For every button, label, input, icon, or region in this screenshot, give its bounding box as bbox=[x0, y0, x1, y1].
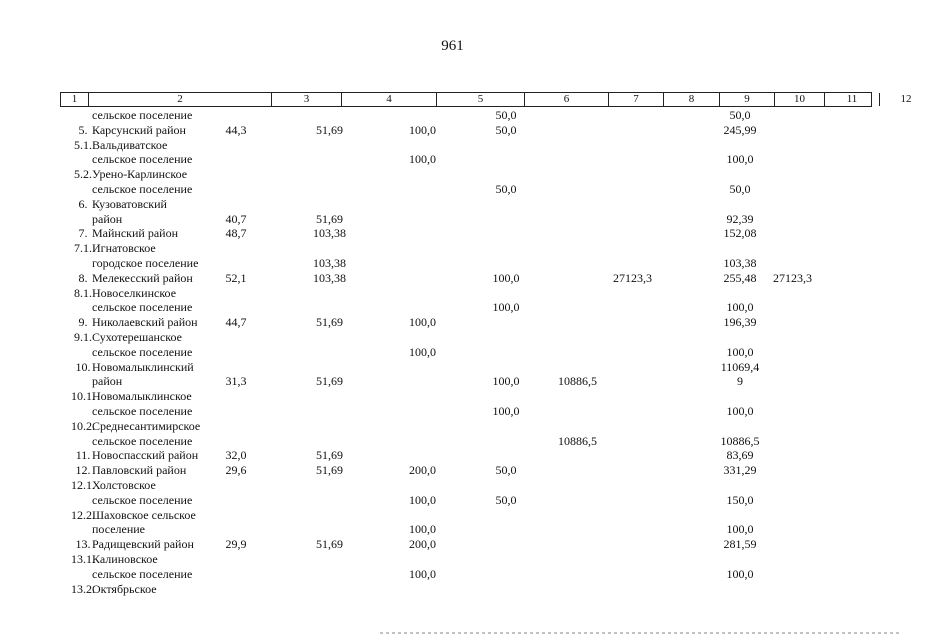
row-name: Новоспасский район bbox=[92, 448, 199, 463]
cell-col-8: 27123,3 bbox=[613, 270, 652, 285]
row-name: Вальдиватское bbox=[92, 137, 168, 152]
header-col-10: 10 bbox=[775, 93, 825, 106]
row-name: городское поселение bbox=[92, 256, 199, 270]
header-col-11: 11 bbox=[825, 93, 880, 106]
cell-col-10: 100,0 bbox=[726, 522, 754, 537]
cell-col-3: 29,9 bbox=[225, 537, 247, 552]
header-col-7: 7 bbox=[609, 93, 664, 106]
cell-col-4: 51,69 bbox=[316, 315, 343, 330]
row-name: сельское поселение bbox=[92, 152, 193, 167]
table-row bbox=[0, 552, 905, 567]
row-name: сельское поселение bbox=[92, 344, 193, 359]
row-number: 9. bbox=[78, 315, 88, 330]
cell-col-10: 50,0 bbox=[729, 182, 751, 196]
cell-col-6: 50,0 bbox=[495, 492, 517, 507]
table-row bbox=[0, 508, 905, 523]
row-number: 10.2. bbox=[71, 418, 95, 433]
row-name: Карсунский район bbox=[92, 122, 186, 137]
row-name: сельское поселение bbox=[92, 182, 193, 196]
cell-col-4: 51,69 bbox=[316, 211, 343, 226]
cell-col-7: 10886,5 bbox=[558, 433, 597, 448]
table-row bbox=[0, 478, 905, 493]
table-row bbox=[0, 522, 905, 537]
row-number: 12.1. bbox=[71, 478, 95, 492]
cell-col-6: 100,0 bbox=[492, 300, 520, 315]
row-number: 9.1. bbox=[74, 330, 92, 344]
table-row bbox=[0, 300, 905, 315]
cell-col-5: 100,0 bbox=[409, 492, 436, 507]
cell-col-4: 103,38 bbox=[313, 256, 346, 270]
table-row bbox=[0, 212, 905, 227]
cell-col-5: 200,0 bbox=[409, 537, 436, 552]
row-number: 7. bbox=[78, 226, 88, 241]
cell-col-5: 100,0 bbox=[409, 152, 436, 167]
cell-col-10: 255,48 bbox=[723, 270, 757, 285]
row-name: Павловский район bbox=[92, 463, 187, 478]
cell-col-10: 83,69 bbox=[726, 448, 754, 463]
row-name: район bbox=[92, 374, 123, 389]
row-name: Мелекесский район bbox=[92, 270, 193, 285]
table-header bbox=[60, 92, 912, 107]
table-row bbox=[0, 582, 905, 597]
table-row bbox=[0, 419, 905, 434]
cell-col-10: 100,0 bbox=[726, 300, 754, 315]
table-row bbox=[0, 537, 905, 552]
table-row bbox=[0, 108, 905, 123]
row-name: сельское поселение bbox=[92, 492, 193, 507]
cell-col-11: 27123,3 bbox=[773, 270, 812, 285]
row-number: 12.2. bbox=[71, 507, 95, 522]
cell-col-6: 50,0 bbox=[495, 122, 517, 137]
page-number: 961 bbox=[441, 38, 464, 54]
row-number: 7.1. bbox=[74, 241, 92, 256]
row-name: Холстовское bbox=[92, 478, 156, 492]
row-name: Шаховское сельское bbox=[92, 507, 196, 522]
table-row bbox=[0, 567, 905, 582]
cell-col-4: 103,38 bbox=[313, 226, 346, 241]
row-name: район bbox=[92, 211, 123, 226]
table-row bbox=[0, 448, 905, 463]
table-row bbox=[0, 197, 905, 212]
cell-col-10: 152,08 bbox=[723, 226, 757, 241]
cell-col-10: 150,0 bbox=[726, 492, 754, 507]
header-col-3: 3 bbox=[272, 93, 342, 106]
table-row bbox=[0, 345, 905, 360]
cell-col-3: 48,7 bbox=[225, 226, 247, 241]
row-name: Кузоватовский bbox=[92, 196, 167, 211]
table-row bbox=[0, 256, 905, 271]
table-row bbox=[0, 404, 905, 419]
cell-col-3: 44,3 bbox=[225, 122, 247, 137]
row-number: 13. bbox=[75, 537, 91, 552]
cell-col-3: 40,7 bbox=[225, 211, 247, 226]
row-name: сельское поселение bbox=[92, 108, 193, 122]
cell-col-10: 100,0 bbox=[726, 344, 754, 359]
row-name: Новоселкинское bbox=[92, 285, 177, 300]
table-row bbox=[0, 241, 905, 256]
table-row bbox=[0, 182, 905, 197]
header-col-8: 8 bbox=[664, 93, 720, 106]
table-row bbox=[0, 152, 905, 167]
cell-col-10: 100,0 bbox=[726, 152, 754, 167]
table-row bbox=[0, 226, 905, 241]
cell-col-5: 200,0 bbox=[409, 463, 436, 478]
cell-col-4: 51,69 bbox=[316, 537, 343, 552]
cell-col-7: 10886,5 bbox=[558, 374, 597, 389]
cell-col-4: 51,69 bbox=[316, 374, 343, 389]
row-number: 10. bbox=[75, 359, 91, 374]
table-row bbox=[0, 315, 905, 330]
cell-col-5: 100,0 bbox=[409, 566, 436, 581]
cell-col-10: 196,39 bbox=[723, 315, 757, 330]
cell-col-10: 281,59 bbox=[723, 537, 757, 552]
row-name: Октябрьское bbox=[92, 581, 157, 596]
cell-col-5: 100,0 bbox=[409, 344, 436, 359]
scan-artifact bbox=[380, 632, 900, 634]
cell-col-10: 245,99 bbox=[723, 122, 757, 137]
table-row bbox=[0, 389, 905, 404]
row-number: 10.1. bbox=[71, 389, 95, 404]
row-number: 8. bbox=[78, 270, 88, 285]
row-number: 11. bbox=[75, 448, 91, 463]
cell-col-5: 100,0 bbox=[409, 522, 436, 537]
row-name: Новомалыклинский bbox=[92, 359, 194, 374]
cell-col-10: 11069,4 bbox=[720, 359, 760, 374]
cell-col-4: 51,69 bbox=[316, 448, 343, 463]
cell-col-3: 29,6 bbox=[225, 463, 247, 478]
cell-col-4: 51,69 bbox=[316, 122, 343, 137]
header-col-5: 5 bbox=[437, 93, 525, 106]
row-name: сельское поселение bbox=[92, 566, 193, 581]
table-row bbox=[0, 330, 905, 345]
cell-col-10: 100,0 bbox=[726, 566, 754, 581]
cell-col-10: 92,39 bbox=[726, 211, 754, 226]
header-col-6: 6 bbox=[525, 93, 609, 106]
row-name: Среднесантимирское bbox=[92, 418, 201, 433]
row-number: 5. bbox=[78, 122, 88, 137]
row-name: Новомалыклинское bbox=[92, 389, 192, 404]
header-col-2: 2 bbox=[89, 93, 272, 106]
row-name: сельское поселение bbox=[92, 404, 193, 418]
row-name: сельское поселение bbox=[92, 300, 193, 315]
row-number: 8.1. bbox=[74, 285, 92, 300]
row-name: Радищевский район bbox=[92, 537, 194, 552]
header-col-1: 1 bbox=[61, 93, 89, 106]
row-name: Николаевский район bbox=[92, 315, 198, 330]
cell-col-3: 52,1 bbox=[225, 270, 247, 285]
cell-col-3: 32,0 bbox=[225, 448, 247, 463]
table-row bbox=[0, 493, 905, 508]
row-number: 6. bbox=[78, 196, 88, 211]
table-row bbox=[0, 374, 905, 389]
cell-col-10: 100,0 bbox=[726, 404, 754, 418]
table-row bbox=[0, 123, 905, 138]
cell-col-10: 10886,5 bbox=[720, 433, 760, 448]
row-number: 12. bbox=[75, 463, 91, 478]
row-name: сельское поселение bbox=[92, 433, 193, 448]
cell-col-6: 50,0 bbox=[495, 108, 517, 122]
cell-col-4: 51,69 bbox=[316, 463, 343, 478]
table-row bbox=[0, 286, 905, 301]
table-row bbox=[0, 138, 905, 153]
table-row bbox=[0, 434, 905, 449]
row-name: Майнский район bbox=[92, 226, 179, 241]
row-number: 13.2. bbox=[71, 581, 95, 596]
table-row bbox=[0, 167, 905, 182]
cell-col-10: 9 bbox=[737, 374, 743, 389]
row-number: 13.1. bbox=[71, 552, 95, 566]
cell-col-10: 331,29 bbox=[723, 463, 757, 478]
table-row bbox=[0, 360, 905, 375]
row-number: 5.1. bbox=[74, 137, 92, 152]
row-name: Сухотерешанское bbox=[92, 330, 182, 344]
cell-col-4: 103,38 bbox=[313, 270, 346, 285]
header-col-4: 4 bbox=[342, 93, 437, 106]
cell-col-5: 100,0 bbox=[409, 315, 436, 330]
row-name: Урено-Карлинское bbox=[92, 167, 188, 182]
header-col-9: 9 bbox=[720, 93, 775, 106]
row-number: 5.2. bbox=[74, 167, 92, 182]
cell-col-3: 44,7 bbox=[225, 315, 247, 330]
cell-col-6: 50,0 bbox=[495, 463, 517, 478]
row-name: поселение bbox=[92, 522, 146, 537]
cell-col-6: 100,0 bbox=[492, 404, 520, 418]
cell-col-5: 100,0 bbox=[409, 122, 436, 137]
cell-col-3: 31,3 bbox=[225, 374, 247, 389]
table-row bbox=[0, 271, 905, 286]
cell-col-6: 100,0 bbox=[492, 270, 520, 285]
cell-col-10: 103,38 bbox=[723, 256, 757, 270]
cell-col-6: 100,0 bbox=[492, 374, 520, 389]
cell-col-10: 50,0 bbox=[729, 108, 751, 122]
row-name: Игнатовское bbox=[92, 241, 156, 256]
header-col-12: 12 bbox=[900, 93, 912, 105]
cell-col-6: 50,0 bbox=[495, 182, 517, 196]
row-name: Калиновское bbox=[92, 552, 158, 566]
table-row bbox=[0, 463, 905, 478]
